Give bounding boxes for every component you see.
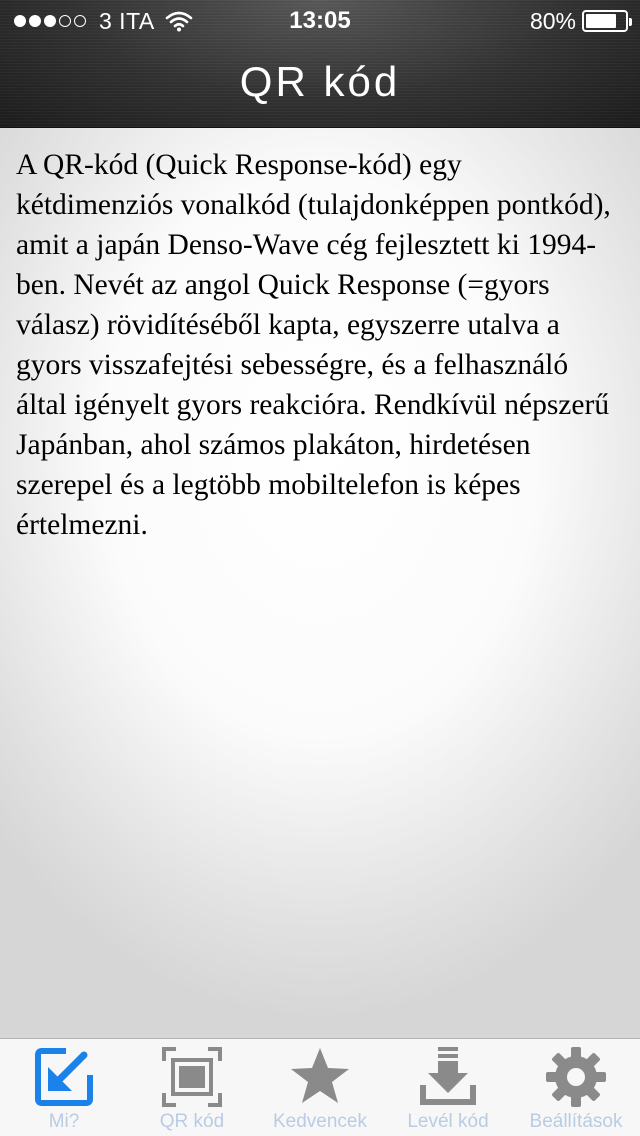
battery-icon: [582, 10, 628, 32]
download-tray-icon: [416, 1045, 480, 1109]
tab-bar: [0, 1038, 640, 1136]
header: [0, 0, 640, 128]
qr-description-text: A QR-kód (Quick Response-kód) egy kétdimenziós vonalkód (tulajdonképpen pontkód), amit a japán Denso-Wave cég fejlesztett ki 1994-ben. Nevét az angol Quick Response (=gyors válasz) rövidítéséből kapta, egyszerre utalva a gyors visszafejtési sebességre, és a felhasználó által igényelt gyors reakcióra. Rendkívül népszerű Japánban, ahol számos plakáton, hirdetésen szerepel és a legtöbb mobiltelefon is képes értelmezni.: [16, 149, 611, 541]
tab-label: Beállítások: [529, 1111, 623, 1132]
tab-label: Kedvencek: [272, 1111, 367, 1132]
arrow-down-left-icon: [32, 1045, 96, 1109]
battery-percentage: 80%: [529, 7, 576, 34]
tab-qr-kod[interactable]: [128, 1039, 256, 1136]
content-area[interactable]: [0, 128, 640, 1038]
tab-level-kod[interactable]: [384, 1039, 512, 1136]
tab-kedvencek[interactable]: [256, 1039, 384, 1136]
battery-fill: [586, 14, 616, 28]
star-icon: [288, 1045, 352, 1109]
tab-label: QR kód: [159, 1111, 225, 1132]
tab-label: Mi?: [48, 1111, 80, 1132]
tab-beallitasok[interactable]: [512, 1039, 640, 1136]
status-right: [530, 7, 628, 35]
scan-frame-icon: [160, 1045, 224, 1109]
gear-icon: [544, 1045, 608, 1109]
tab-mi[interactable]: [0, 1039, 128, 1136]
page-title: QR kód: [239, 58, 401, 105]
status-bar: [0, 0, 640, 40]
battery-nub: [629, 18, 632, 26]
carrier-name: 3 ITA: [99, 7, 155, 34]
tab-label: Levél kód: [407, 1111, 489, 1132]
status-time: 13:05: [289, 7, 351, 34]
